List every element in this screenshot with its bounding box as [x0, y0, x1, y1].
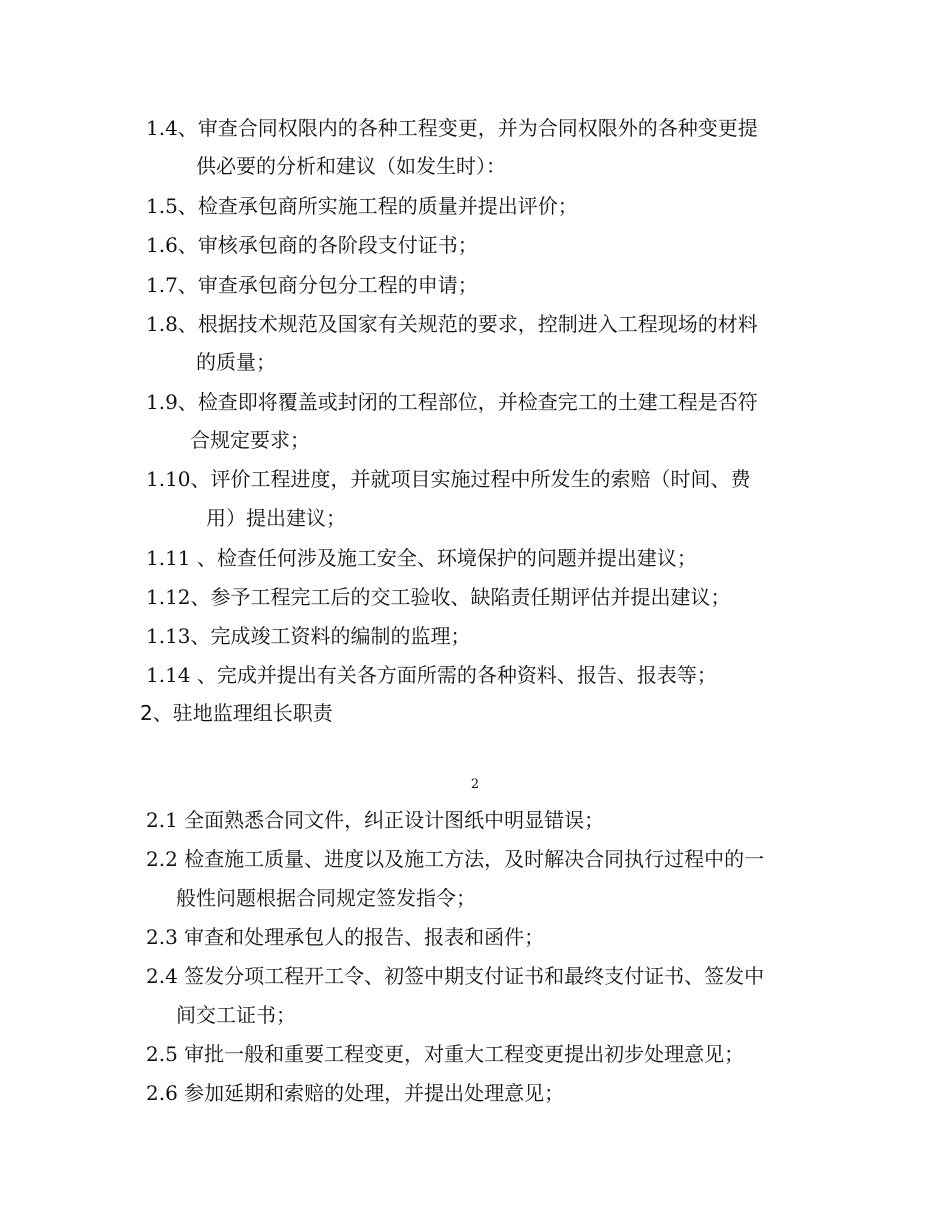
item-2-5	[146, 1042, 744, 1066]
item-text: 签发分项工程开工令、初签中期支付证书和最终支付证书、签发中	[184, 964, 765, 988]
item-2-2-line-1	[146, 847, 764, 871]
item-text: 参加延期和索赔的处理，并提出处理意见；	[184, 1081, 565, 1105]
item-number: 1.10、	[146, 467, 211, 491]
item-number: 1.7、	[146, 273, 198, 297]
item-1-8-line-1	[146, 312, 758, 336]
item-number: 1.8、	[146, 312, 198, 336]
item-text: 完成并提出有关各方面所需的各种资料、报告、报表等；	[216, 663, 717, 687]
item-number: 1.13、	[146, 624, 211, 648]
item-text: 全面熟悉合同文件，纠正设计图纸中明显错误；	[184, 808, 605, 832]
item-number: 2.5	[146, 1042, 185, 1066]
item-2-1	[146, 808, 604, 832]
item-number: 1.4、	[146, 116, 198, 140]
item-number: 1.12、	[146, 585, 211, 609]
item-2-2-line-2: 般性问题根据合同规定签发指令；	[176, 886, 476, 910]
item-number: 1.6、	[146, 233, 198, 257]
item-text: 审批一般和重要工程变更，对重大工程变更提出初步处理意见；	[184, 1042, 745, 1066]
item-1-4-line-1	[146, 116, 758, 140]
section-2-heading: 2、驻地监理组长职责	[140, 701, 333, 725]
item-text: 完成竣工资料的编制的监理；	[210, 624, 471, 648]
item-1-13	[146, 624, 471, 648]
item-text: 检查承包商所实施工程的质量并提出评价；	[197, 194, 578, 218]
item-1-10-line-1	[146, 467, 751, 491]
item-1-5	[146, 194, 578, 218]
item-2-3	[146, 925, 544, 949]
item-2-4-line-1	[146, 964, 764, 988]
item-text: 参予工程完工后的交工验收、缺陷责任期评估并提出建议；	[210, 585, 731, 609]
item-number: 2.2	[146, 847, 185, 871]
item-1-9-line-1	[146, 390, 758, 414]
item-2-4-line-2: 间交工证书；	[176, 1003, 296, 1027]
item-1-14	[146, 663, 717, 687]
item-1-6	[146, 233, 478, 257]
item-text: 审核承包商的各阶段支付证书；	[197, 233, 478, 257]
item-number: 2.6	[146, 1081, 185, 1105]
item-2-6	[146, 1081, 564, 1105]
item-text: 评价工程进度，并就项目实施过程中所发生的索赔（时间、费	[210, 467, 751, 491]
item-1-11	[146, 546, 697, 570]
item-1-8-line-2: 的质量；	[196, 350, 276, 374]
item-number: 1.9、	[146, 390, 198, 414]
item-text: 审查合同权限内的各种工程变更，并为合同权限外的各种变更提	[197, 116, 758, 140]
item-1-12	[146, 585, 731, 609]
item-1-9-line-2: 合规定要求；	[190, 428, 310, 452]
item-1-7	[146, 273, 478, 297]
item-text: 检查任何涉及施工安全、环境保护的问题并提出建议；	[216, 546, 697, 570]
item-number: 2.3	[146, 925, 185, 949]
item-number: 1.11 、	[146, 546, 217, 570]
item-text: 根据技术规范及国家有关规范的要求，控制进入工程现场的材料	[197, 312, 758, 336]
item-text: 审查和处理承包人的报告、报表和函件；	[184, 925, 545, 949]
item-1-10-line-2: 用）提出建议；	[206, 506, 346, 530]
page-number: 2	[470, 777, 480, 792]
item-text: 检查施工质量、进度以及施工方法，及时解决合同执行过程中的一	[184, 847, 765, 871]
item-number: 2.4	[146, 964, 185, 988]
item-number: 2.1	[146, 808, 185, 832]
item-text: 检查即将覆盖或封闭的工程部位，并检查完工的土建工程是否符	[197, 390, 758, 414]
item-number: 1.14 、	[146, 663, 217, 687]
item-number: 1.5、	[146, 194, 198, 218]
item-1-4-line-2: 供必要的分析和建议（如发生时）：	[196, 154, 506, 178]
item-text: 审查承包商分包分工程的申请；	[197, 273, 478, 297]
